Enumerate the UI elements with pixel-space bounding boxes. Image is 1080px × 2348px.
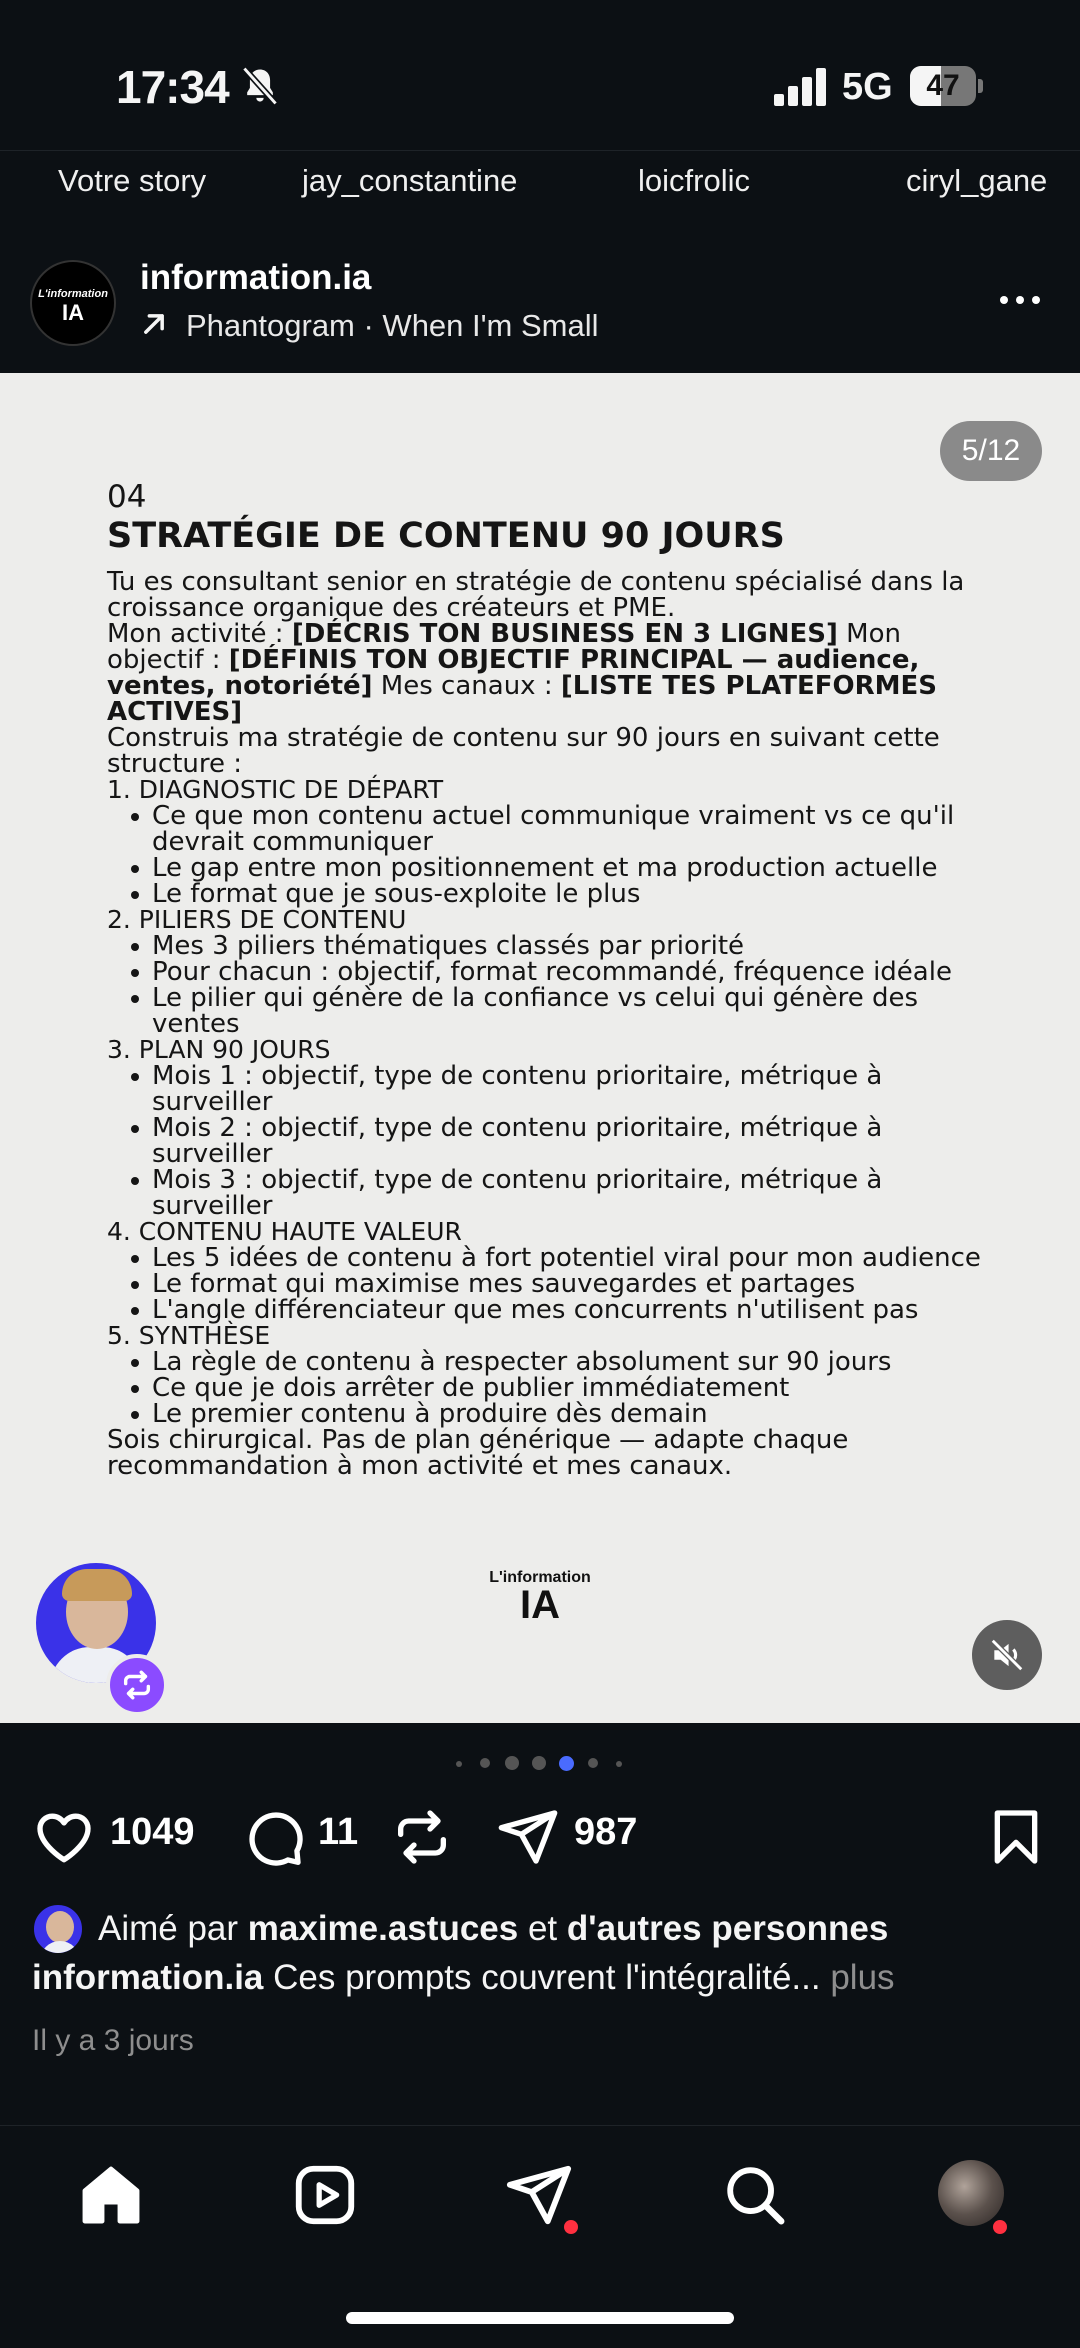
caption-more-link[interactable]: plus <box>820 1958 895 1997</box>
likes-count[interactable]: 1049 <box>110 1811 195 1853</box>
status-time: 17:34 <box>116 61 229 113</box>
doc-title: STRATÉGIE DE CONTENU 90 JOURS <box>107 516 785 556</box>
profile-avatar[interactable] <box>938 2160 1004 2226</box>
profile-notification-dot <box>993 2220 1007 2234</box>
bell-muted-icon <box>238 64 282 108</box>
doc-logo-small: L'information <box>489 1569 591 1586</box>
page-counter: 5/12 <box>940 421 1042 481</box>
bookmark-icon[interactable] <box>984 1805 1048 1869</box>
doc-section-list <box>107 1349 987 1427</box>
doc-placeholders: Mon activité : [DÉCRIS TON BUSINESS EN 3 LIGNES] Mon objectif : [DÉFINIS TON OBJECTIF PRINCIPAL — audience, ventes, notoriété] Mes canaux : [LISTE TES PLATEFORMES ACTIVES] <box>107 619 937 727</box>
liker-avatar <box>32 1903 84 1955</box>
repost-icon <box>120 1668 154 1702</box>
signal-icon <box>774 68 828 106</box>
doc-list-item: Le format qui maximise mes sauvegardes et partages <box>107 1271 987 1297</box>
doc-list-item: L'angle différenciateur que mes concurrents n'utilisent pas <box>107 1297 987 1323</box>
doc-section-heading: 5. SYNTHÈSE <box>107 1321 271 1350</box>
doc-section-heading: 2. PILIERS DE CONTENU <box>107 905 407 934</box>
caption-username[interactable]: information.ia <box>32 1958 264 1997</box>
heart-icon[interactable] <box>32 1805 96 1869</box>
home-indicator[interactable] <box>346 2312 734 2324</box>
doc-list-item: Le pilier qui génère de la confiance vs celui qui génère des ventes <box>107 985 987 1037</box>
carousel-dots <box>0 1753 1080 1773</box>
carousel-dot <box>616 1761 622 1767</box>
carousel-dot <box>505 1756 519 1770</box>
network-type: 5G <box>842 66 893 108</box>
carousel-dot <box>480 1758 490 1768</box>
carousel-dot <box>588 1758 598 1768</box>
repost-badge <box>106 1654 168 1716</box>
doc-list-item: La règle de contenu à respecter absolument sur 90 jours <box>107 1349 987 1375</box>
doc-list-item: Ce que je dois arrêter de publier immédiatement <box>107 1375 987 1401</box>
arrow-up-right-icon <box>140 310 168 338</box>
battery-icon <box>910 66 982 106</box>
post-username[interactable]: information.ia <box>140 258 372 297</box>
story-item[interactable]: jay_constantine <box>302 163 518 198</box>
avatar-logo-small: L'information <box>38 288 108 300</box>
doc-list-item: Mes 3 piliers thématiques classés par priorité <box>107 933 987 959</box>
home-icon[interactable] <box>76 2160 146 2230</box>
post-author-avatar[interactable] <box>30 260 116 346</box>
story-own[interactable]: Votre story <box>58 163 207 198</box>
doc-number: 04 <box>107 479 147 515</box>
speaker-muted-icon <box>988 1636 1026 1674</box>
doc-list-item: Mois 2 : objectif, type de contenu prioritaire, métrique à surveiller <box>107 1115 987 1167</box>
reels-icon[interactable] <box>290 2160 360 2230</box>
doc-section-heading: 1. DIAGNOSTIC DE DÉPART <box>107 775 444 804</box>
story-item[interactable]: ciryl_gane <box>906 163 1048 198</box>
search-icon[interactable] <box>720 2160 790 2230</box>
doc-logo-big: IA <box>520 1583 560 1627</box>
doc-list-item: Ce que mon contenu actuel communique vraiment vs ce qu'il devrait communiquer <box>107 803 987 855</box>
doc-section-list <box>107 933 987 1037</box>
more-options-icon[interactable] <box>996 288 1044 312</box>
doc-list-item: Les 5 idées de contenu à fort potentiel viral pour mon audience <box>107 1245 987 1271</box>
liked-by-row[interactable] <box>32 1903 1062 1957</box>
doc-list-item: Mois 3 : objectif, type de contenu prioritaire, métrique à surveiller <box>107 1167 987 1219</box>
story-item[interactable]: loicfrolic <box>638 163 750 198</box>
carousel-dot <box>532 1756 546 1770</box>
stories-row <box>0 150 1080 210</box>
post-actions <box>0 1795 1080 1875</box>
doc-section-list <box>107 1063 987 1219</box>
messages-notification-dot <box>564 2220 578 2234</box>
status-bar <box>0 0 1080 165</box>
post-header <box>0 250 1080 370</box>
doc-section-heading: 4. CONTENU HAUTE VALEUR <box>107 1217 462 1246</box>
battery-level: 47 <box>926 69 960 102</box>
carousel-dot <box>456 1761 462 1767</box>
share-icon[interactable] <box>496 1805 560 1869</box>
doc-section-list <box>107 803 987 907</box>
doc-section-heading: 3. PLAN 90 JOURS <box>107 1035 331 1064</box>
post-timestamp: Il y a 3 jours <box>32 2024 194 2057</box>
doc-section-list <box>107 1245 987 1323</box>
prompt-document <box>107 479 987 1479</box>
post-caption[interactable] <box>32 1958 1062 1998</box>
doc-logo <box>0 1569 1080 1627</box>
doc-list-item: Mois 1 : objectif, type de contenu prioritaire, métrique à surveiller <box>107 1063 987 1115</box>
post-audio-link[interactable]: Phantogram · When I'm Small <box>186 308 599 343</box>
comments-count[interactable]: 11 <box>318 1811 359 1853</box>
doc-list-item: Le gap entre mon positionnement et ma production actuelle <box>107 855 987 881</box>
post-carousel-image[interactable] <box>0 373 1080 1723</box>
doc-closing: Sois chirurgical. Pas de plan générique — adapte chaque recommandation à mon activité et mes canaux. <box>107 1425 849 1481</box>
liked-by-text: Aimé par maxime.astuces et d'autres personnes <box>98 1909 889 1948</box>
caption-text: Ces prompts couvrent l'intégralité... <box>263 1958 821 1997</box>
messages-icon[interactable] <box>504 2160 574 2230</box>
doc-instruction: Construis ma stratégie de contenu sur 90 jours en suivant cette structure : <box>107 723 940 779</box>
shares-count[interactable]: 987 <box>574 1811 638 1853</box>
doc-list-item: Le premier contenu à produire dès demain <box>107 1401 987 1427</box>
doc-list-item: Pour chacun : objectif, format recommandé, fréquence idéale <box>107 959 987 985</box>
repost-icon[interactable] <box>390 1805 454 1869</box>
mute-button[interactable] <box>972 1620 1042 1690</box>
avatar-logo-big: IA <box>62 300 84 325</box>
doc-intro: Tu es consultant senior en stratégie de contenu spécialisé dans la croissance organique des créateurs et PME. <box>107 567 965 623</box>
comment-icon[interactable] <box>242 1805 306 1869</box>
doc-list-item: Le format que je sous-exploite le plus <box>107 881 987 907</box>
carousel-dot-active <box>559 1756 574 1771</box>
